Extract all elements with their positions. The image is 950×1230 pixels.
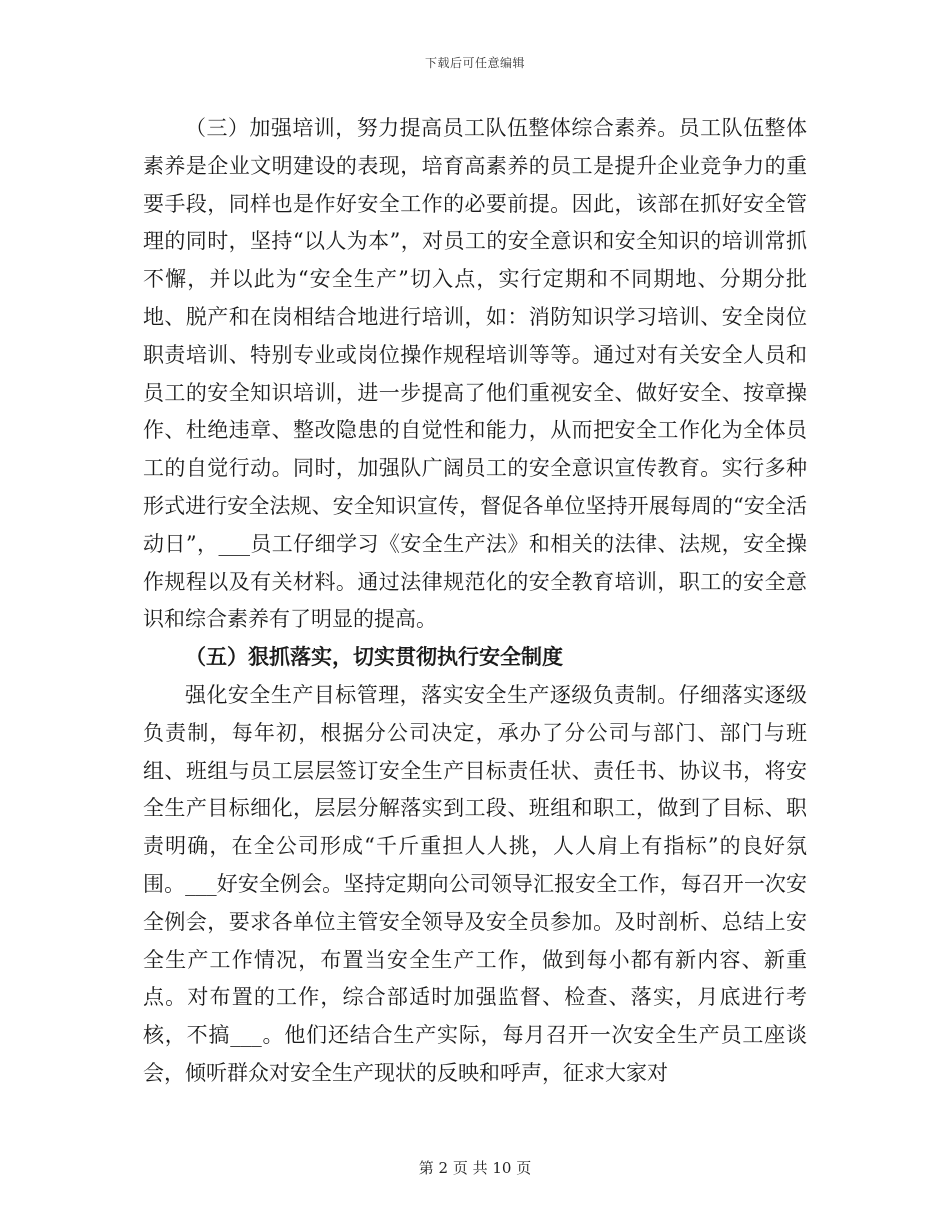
page-header: 下载后可任意编辑 <box>424 56 525 70</box>
document-body <box>143 110 807 1093</box>
paragraph-training: （三）加强培训，努力提高员工队伍整体综合素养。员工队伍整体素养是企业文明建设的表现，培育高素养的员工是提升企业竞争力的重要手段，同样也是作好安全工作的必要前提。因此，该部在抓好安全管理的同时，坚持“以人为本”，对员工的安全意识和安全知识的培训常抓不懈，并以此为“安全生产”切入点，实行定期和不同期地、分期分批地、脱产和在岗相结合地进行培训，如：消防知识学习培训、安全岗位职责培训、特别专业或岗位操作规程培训等等。通过对有关安全人员和员工的安全知识培训，进一步提高了他们重视安全、做好安全、按章操作、杜绝违章、整改隐患的自觉性和能力，从而把安全工作化为全体员工的自觉行动。同时，加强队广阔员工的安全意识宣传教育。实行多种形式进行安全法规、安全知识宣传，督促各单位坚持开展每周的“安全活动日”，___员工仔细学习《安全生产法》和相关的法律、法规，安全操作规程以及有关材料。通过法律规范化的安全教育培训，职工的安全意识和综合素养有了明显的提高。 <box>143 116 807 632</box>
section-heading-five: （五）狠抓落实，切实贯彻执行安全制度 <box>185 645 563 670</box>
paragraph-implementation: 强化安全生产目标管理，落实安全生产逐级负责制。仔细落实逐级负责制，每年初，根据分公司决定，承办了分公司与部门、部门与班组、班组与员工层层签订安全生产目标责任状、责任书、协议书，将安全生产目标细化，层层分解落实到工段、班组和职工，做到了目标、职责明确，在全公司形成“千斤重担人人挑，人人肩上有指标”的良好氛围。___好安全例会。坚持定期向公司领导汇报安全工作，每召开一次安全例会，要求各单位主管安全领导及安全员参加。及时剖析、总结上安全生产工作情况，布置当安全生产工作，做到每小都有新内容、新重点。对布置的工作，综合部适时加强监督、检查、落实，月底进行考核，不搞___。他们还结合生产实际，每月召开一次安全生产员工座谈会，倾听群众对安全生产现状的反映和呼声，征求大家对 <box>143 682 807 1085</box>
page-footer: 第 2 页 共 10 页 <box>418 1159 532 1177</box>
